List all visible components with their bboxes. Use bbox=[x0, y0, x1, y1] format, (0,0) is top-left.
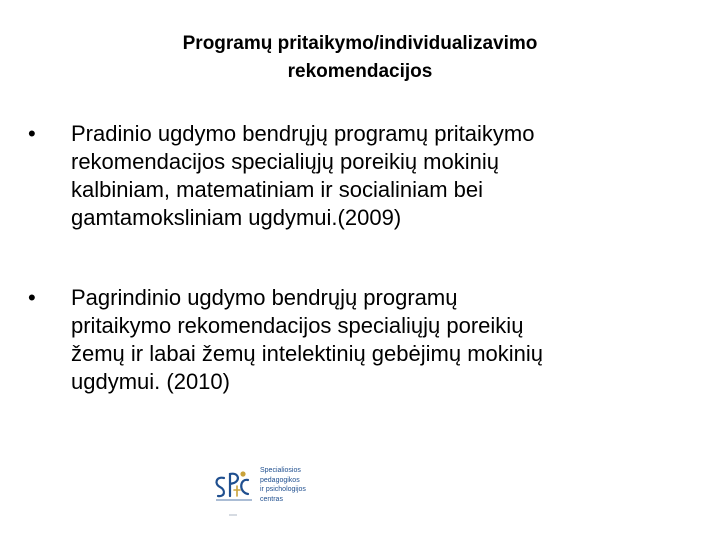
logo-text-line: centras bbox=[260, 495, 283, 503]
bullet-item-2010 bbox=[28, 284, 708, 396]
slide-title bbox=[60, 30, 660, 86]
bullet-line: Pagrindinio ugdymo bendrųjų programų bbox=[71, 285, 458, 310]
bullet-marker: • bbox=[28, 121, 36, 146]
bullet-line: rekomendacijos specialiųjų poreikių mokinių bbox=[71, 149, 499, 174]
bullet-text bbox=[71, 120, 708, 232]
bullet-line: ugdymui. (2010) bbox=[71, 369, 230, 394]
logo-text-line: pedagogikos bbox=[260, 476, 300, 484]
bullet-item-2009 bbox=[28, 120, 708, 232]
bullet-marker: • bbox=[28, 285, 36, 310]
logo-text bbox=[260, 466, 306, 504]
bullet-text bbox=[71, 284, 708, 396]
bullet-line: pritaikymo rekomendacijos specialiųjų poreikių bbox=[71, 313, 524, 338]
slide-title-line-2: rekomendacijos bbox=[287, 61, 433, 82]
spc-logo-icon bbox=[210, 466, 260, 520]
bullet-list bbox=[28, 120, 708, 448]
slide-title-line-1: Programų pritaikymo/individualizavimo bbox=[182, 33, 538, 54]
organization-logo bbox=[210, 466, 320, 520]
logo-text-line: Specialiosios bbox=[260, 467, 301, 474]
logo-text-line: ir psichologijos bbox=[260, 486, 306, 493]
bullet-line: gamtamoksliniam ugdymui.(2009) bbox=[71, 205, 402, 230]
bullet-line: žemų ir labai žemų intelektinių gebėjimų mokinių bbox=[71, 341, 544, 366]
bullet-line: Pradinio ugdymo bendrųjų programų pritaikymo bbox=[71, 121, 535, 146]
bullet-line: kalbiniam, matematiniam ir socialiniam bei bbox=[71, 177, 484, 202]
